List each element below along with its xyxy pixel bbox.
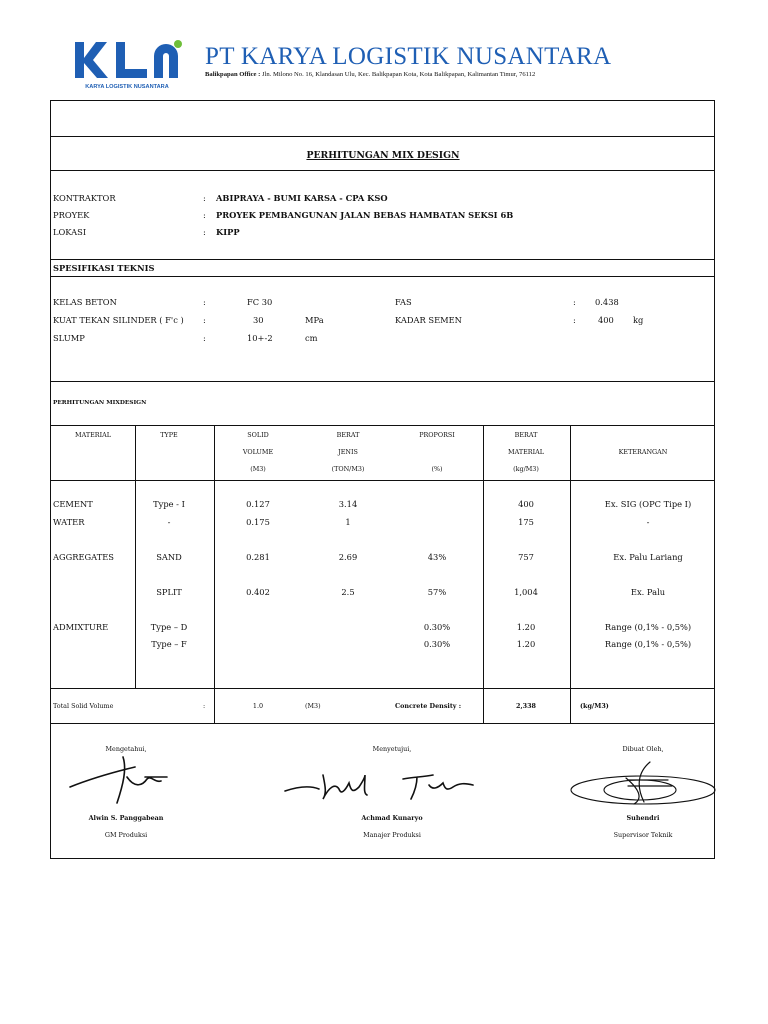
- info-label: PROYEK: [53, 210, 90, 220]
- divider: [50, 688, 715, 689]
- cell-material: ADMIXTURE: [53, 622, 109, 632]
- cell-proporsi: 0.30%: [423, 639, 451, 649]
- company-name: PT KARYA LOGISTIK NUSANTARA: [205, 43, 612, 70]
- cell-solid: 0.127: [246, 499, 270, 509]
- cell-berat: 1.20: [516, 639, 536, 649]
- divider: [50, 723, 715, 724]
- sign-position: Manajer Produksi: [363, 831, 421, 839]
- cell-bj: 2.5: [341, 587, 355, 597]
- spec-label: FAS: [395, 297, 412, 307]
- cell-keterangan: -: [646, 517, 650, 527]
- office-address: Jln. Milono No. 16, Klandasan Ulu, Kec. Balikpapan Kota, Kota Balikpapan, Kalimantan Timur, 76112: [261, 71, 536, 78]
- cell-material: WATER: [53, 517, 85, 527]
- mix-heading: PERHITUNGAN MIXDESIGN: [53, 400, 147, 406]
- cell-solid: 0.281: [246, 552, 270, 562]
- header-type: TYPE: [160, 431, 178, 439]
- density-value: 2,338: [515, 702, 537, 710]
- logo-subtitle: KARYA LOGISTIK NUSANTARA: [85, 84, 169, 90]
- divider: [50, 276, 715, 277]
- divider: [50, 136, 715, 137]
- cell-type: Type – F: [151, 639, 187, 649]
- cell-solid: 0.402: [246, 587, 270, 597]
- header-material: MATERIAL: [75, 431, 111, 439]
- header-solid: VOLUME: [242, 448, 274, 456]
- info-sep: :: [203, 210, 206, 220]
- cell-proporsi: 43%: [427, 552, 447, 562]
- spec-unit: MPa: [305, 315, 324, 325]
- total-sep: :: [203, 702, 206, 710]
- spec-value: 0.438: [595, 297, 619, 307]
- header-solid: SOLID: [247, 431, 269, 439]
- cell-bj: 2.69: [338, 552, 358, 562]
- cell-berat: 757: [518, 552, 534, 562]
- header-proporsi: PROPORSI: [419, 431, 455, 439]
- spec-sep: :: [573, 297, 576, 307]
- total-unit: (M3): [305, 702, 321, 710]
- info-value: PROYEK PEMBANGUNAN JALAN BEBAS HAMBATAN SEKSI 6B: [216, 210, 514, 220]
- cell-berat: 175: [518, 517, 534, 527]
- divider: [50, 381, 715, 382]
- cell-keterangan: Ex. Palu Lariang: [613, 552, 683, 562]
- cell-type: Type - I: [153, 499, 185, 509]
- sign-name: Achmad Kunaryo: [361, 814, 423, 822]
- cell-berat: 1.20: [516, 622, 536, 632]
- header-solid: (M3): [250, 465, 266, 473]
- sign-position: GM Produksi: [104, 831, 148, 839]
- header-keterangan: KETERANGAN: [618, 448, 668, 456]
- total-value: 1.0: [252, 702, 264, 710]
- spec-sep: :: [203, 297, 206, 307]
- spec-label: KELAS BETON: [53, 297, 117, 307]
- spec-value: FC 30: [247, 297, 273, 307]
- document-title: PERHITUNGAN MIX DESIGN: [306, 150, 460, 161]
- kln-logo-mark: [75, 40, 182, 78]
- cell-keterangan: Range (0,1% - 0,5%): [604, 622, 692, 632]
- total-label: Total Solid Volume: [53, 702, 114, 710]
- divider: [50, 170, 715, 171]
- signature-3: [568, 758, 718, 810]
- spec-label: KUAT TEKAN SILINDER ( F'c ): [53, 315, 184, 325]
- signature-1: [65, 755, 185, 810]
- cell-material: AGGREGATES: [53, 552, 114, 562]
- header-bj: JENIS: [338, 448, 358, 456]
- divider: [50, 259, 715, 260]
- sign-name: Alwin S. Panggabean: [88, 814, 164, 822]
- density-unit: (kg/M3): [580, 702, 609, 710]
- cell-proporsi: 0.30%: [423, 622, 451, 632]
- header-berat: MATERIAL: [508, 448, 544, 456]
- column-divider: [483, 425, 484, 723]
- cell-keterangan: Range (0,1% - 0,5%): [604, 639, 692, 649]
- cell-berat: 1,004: [514, 587, 538, 597]
- info-label: KONTRAKTOR: [53, 193, 116, 203]
- sign-name: Suhendri: [626, 814, 660, 822]
- company-logo: [72, 40, 182, 92]
- office-label: Balikpapan Office :: [205, 71, 261, 78]
- spec-unit: kg: [633, 315, 644, 325]
- header-berat: (kg/M3): [513, 465, 539, 473]
- density-label: Concrete Density :: [395, 702, 462, 710]
- sign-role: Mengetahui,: [105, 745, 147, 753]
- header-bj: BERAT: [336, 431, 360, 439]
- cell-berat: 400: [518, 499, 534, 509]
- header-berat: BERAT: [514, 431, 538, 439]
- info-label: LOKASI: [53, 227, 87, 237]
- cell-keterangan: Ex. Palu: [630, 587, 666, 597]
- cell-solid: 0.175: [246, 517, 270, 527]
- sign-position: Supervisor Teknik: [613, 831, 673, 839]
- signature-2: [283, 765, 493, 805]
- spec-unit: cm: [305, 333, 318, 343]
- info-value: ABIPRAYA - BUMI KARSA - CPA KSO: [216, 193, 388, 203]
- cell-type: SPLIT: [156, 587, 182, 597]
- info-sep: :: [203, 227, 206, 237]
- spec-sep: :: [203, 315, 206, 325]
- cell-proporsi: 57%: [427, 587, 447, 597]
- divider: [50, 480, 715, 481]
- spec-sep: :: [573, 315, 576, 325]
- cell-type: -: [167, 517, 171, 527]
- spec-value: 400: [598, 315, 614, 325]
- column-divider: [570, 425, 571, 723]
- sign-role: Dibuat Oleh,: [622, 745, 664, 753]
- spec-heading: SPESIFIKASI TEKNIS: [53, 263, 155, 273]
- info-sep: :: [203, 193, 206, 203]
- spec-value: 10+-2: [247, 333, 273, 343]
- spec-label: SLUMP: [53, 333, 85, 343]
- cell-material: CEMENT: [53, 499, 93, 509]
- cell-bj: 1: [345, 517, 351, 527]
- header-bj: (TON/M3): [331, 465, 365, 473]
- cell-type: Type – D: [150, 622, 188, 632]
- header-proporsi: (%): [431, 465, 443, 473]
- cell-type: SAND: [156, 552, 182, 562]
- column-divider: [214, 425, 215, 723]
- spec-value: 30: [253, 315, 264, 325]
- spec-sep: :: [203, 333, 206, 343]
- spec-label: KADAR SEMEN: [395, 315, 462, 325]
- column-divider: [135, 425, 136, 688]
- cell-bj: 3.14: [338, 499, 358, 509]
- divider: [50, 425, 715, 426]
- cell-keterangan: Ex. SIG (OPC Tipe I): [604, 499, 692, 509]
- info-value: KIPP: [216, 227, 240, 237]
- sign-role: Menyetujui,: [372, 745, 412, 753]
- company-address: [205, 71, 535, 78]
